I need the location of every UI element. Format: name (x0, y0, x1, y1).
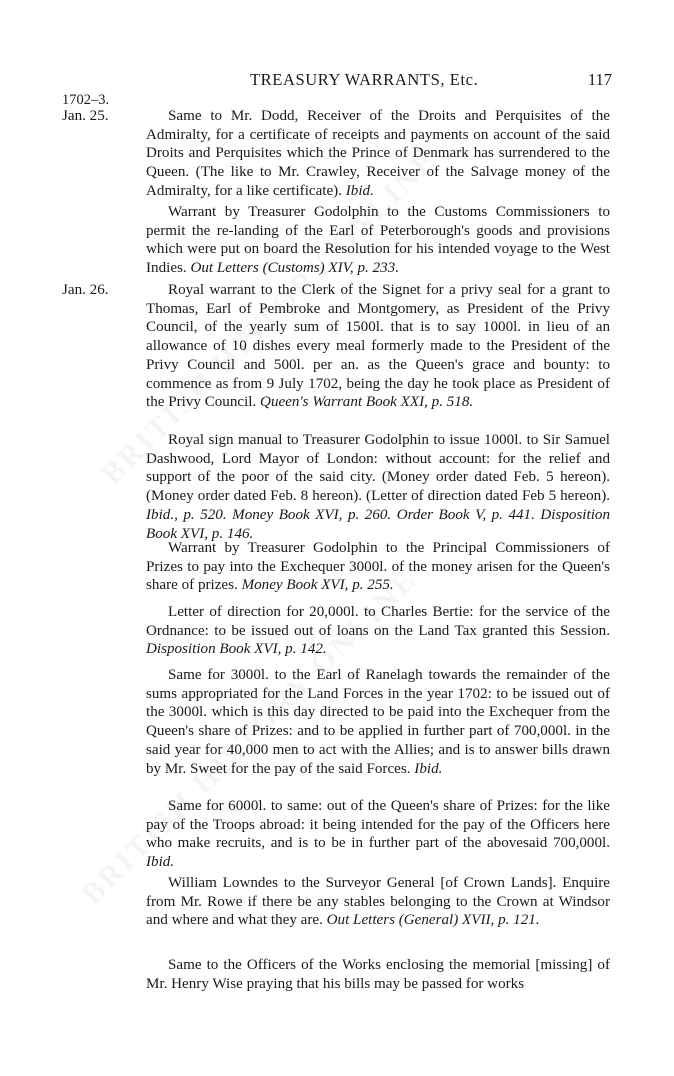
entry-source: Ibid. (146, 854, 175, 871)
entry-text: Same to the Officers of the Works enclosing the memorial [missing] of Mr. Henry Wise praying that his bills may be passed for works (146, 957, 610, 992)
entry-text: Same to Mr. Dodd, Receiver of the Droits and Perquisites of the Admiralty, for a certificate of receipts and payments on account of the said Droits and Perquisites which the Prince of Denmark has surrendered to the Queen. (The like to Mr. Crawley, Receiver of the Salvage money of the Admiralty, for a like certificate). (146, 108, 610, 199)
entry-paragraph (146, 666, 610, 778)
entry-source: Money Book XVI, p. 255. (241, 577, 394, 594)
entry-source: Disposition Book XVI, p. 142. (146, 641, 327, 658)
entry-text: Same for 3000l. to the Earl of Ranelagh towards the remainder of the sums appropriated for the Land Forces in the year 1702: to be issued out of the 3000l. which is this day directed to be paid into the Exchequer from the Queen's share of Prizes: and to be applied in further part of 700,000l. in the said year for 40,000 men to act with the Allies; and is to answer bills drawn by Mr. Sweet for the pay of the said Forces. (146, 667, 610, 777)
page-number: 117 (587, 70, 612, 89)
entry-source: Out Letters (Customs) XIV, p. 233. (190, 260, 399, 277)
entry-text: Letter of direction for 20,000l. to Charles Bertie: for the service of the Ordnance: to be issued out of loans on the Land Tax granted this Session. (146, 604, 610, 639)
entry-text: William Lowndes to the Surveyor General [of Crown Lands]. Enquire from Mr. Rowe if there be any stables belonging to the Crown at Windsor and where and what they are. (146, 875, 610, 929)
entry-source: Ibid. (414, 760, 443, 777)
entry-paragraph (146, 281, 610, 412)
entry-paragraph (146, 203, 610, 278)
entry-source: Ibid. (345, 182, 374, 199)
entry-paragraph (146, 956, 610, 993)
entry-text: Warrant by Treasurer Godolphin to the Customs Commissioners to permit the re-landing of the Earl of Peterborough's goods and provisions which were put on board the Resolution for his intended voyage to the West Indies. (146, 204, 610, 277)
entry-paragraph (146, 431, 610, 543)
entry-source: Out Letters (General) XVII, p. 121. (326, 912, 540, 929)
entry-paragraph (146, 797, 610, 872)
entry-text: Warrant by Treasurer Godolphin to the Principal Commissioners of Prizes to pay into the Exchequer 3000l. of the money arisen for the Queen's share of prizes. (146, 540, 610, 594)
entry-paragraph (146, 539, 610, 595)
margin-date: Jan. 25. (62, 108, 109, 124)
entry-text: Same for 6000l. to same: out of the Queen's share of Prizes: for the like pay of the Troops abroad: it being intended for the pay of the Officers here who make recruits, and is to be in further part of the abovesaid 700,000l. (146, 798, 610, 852)
entry-paragraph (146, 874, 610, 930)
entry-source: Queen's Warrant Book XXI, p. 518. (260, 394, 474, 411)
running-head (0, 70, 674, 94)
entry-source: Ibid., p. 520. Money Book XVI, p. 260. Order Book V, p. 441. Disposition Book XVI, p. 146. (146, 506, 610, 542)
entry-text: Royal warrant to the Clerk of the Signet for a privy seal for a grant to Thomas, Earl of Pembroke and Montgomery, as President of the Privy Council, of the yearly sum of 1500l. that is to say 1000l. in lieu of an allowance of 10 dishes every meal formerly made to the President of the Privy Council and 500l. per an. as the Queen's grace and bounty: to commence as from 9 July 1702, being the day he took place as President of the Privy Council. (146, 282, 610, 411)
margin-year: 1702–3. (62, 92, 110, 108)
margin-date: Jan. 26. (62, 282, 109, 298)
entry-text: Royal sign manual to Treasurer Godolphin to issue 1000l. to Sir Samuel Dashwood, Lord Mayor of London: without account: for the relief and support of the poor of the said city. (Money order dated Feb. 5 hereon). (Money order dated Feb. 8 hereon). (Letter of direction dated Feb 5 hereon). (146, 432, 610, 505)
entry-paragraph (146, 603, 610, 659)
entry-paragraph (146, 107, 610, 201)
page-title: TREASURY WARRANTS, Etc. (250, 70, 479, 89)
